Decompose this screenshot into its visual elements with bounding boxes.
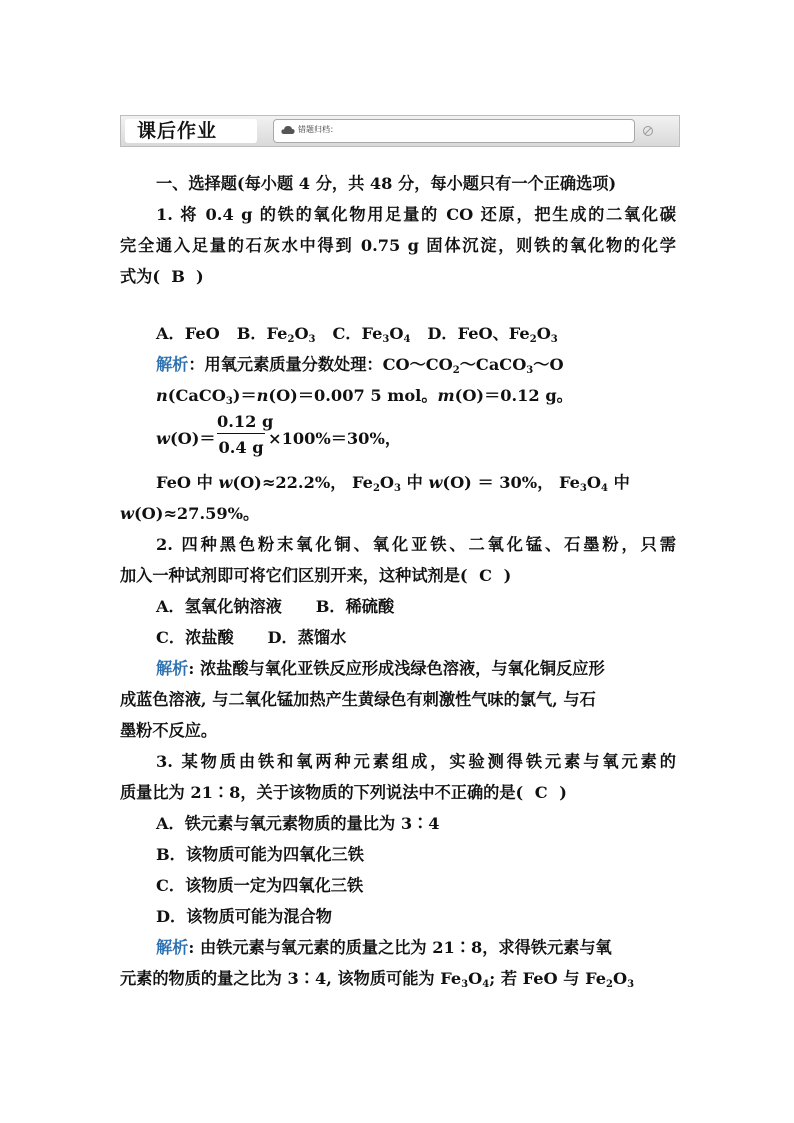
explanation-label: 解析	[156, 355, 189, 374]
explanation-label: 解析	[156, 938, 189, 957]
q2-option-b: B．稀硫酸	[315, 597, 395, 616]
q3-option-c: C．该物质一定为四氧化三铁	[156, 876, 364, 895]
q2-explanation-2: 成蓝色溶液, 与二氧化锰加热产生黄绿色有刺激性气味的氯气, 与石	[120, 690, 596, 709]
q3-option-d: D．该物质可能为混合物	[156, 907, 332, 926]
q3-line-2: 质量比为 21∶8，关于该物质的下列说法中不正确的是( C )	[120, 777, 676, 808]
fraction	[217, 411, 274, 460]
q1-options	[120, 318, 676, 349]
circle-icon[interactable]	[642, 125, 654, 137]
q1-option-a: A．FeO	[156, 324, 220, 343]
q2-option-c: C．浓盐酸	[156, 628, 234, 647]
error-archive-label: 错题归档：	[298, 125, 338, 134]
q2-option-a: A．氢氧化钠溶液	[156, 597, 282, 616]
content	[120, 168, 676, 994]
q2-line-2: 加入一种试剂即可将它们区别开来，这种试剂是( C )	[120, 560, 676, 591]
section-heading: 一、选择题(每小题 4 分，共 48 分，每小题只有一个正确选项)	[156, 174, 617, 193]
q1-answer: B	[171, 267, 185, 286]
q1-fraction-formula: w(O)＝ $\frac{0.12 g}{0.4 g}$ ×100%＝30%，	[120, 411, 676, 467]
q3-option-b: B．该物质可能为四氧化三铁	[156, 845, 364, 864]
q1-option-c: C．$Fe_3O_4$	[332, 324, 411, 345]
q2-explanation-3: 墨粉不反应。	[120, 721, 218, 740]
q1-explanation-1: 解析：用氧元素质量分数处理：$CO\sim CO_2\sim CaCO_3\sim O$	[156, 355, 564, 376]
q3-line-1: 3. 某物质由铁和氧两种元素组成，实验测得铁元素与氧元素的	[156, 752, 676, 771]
q1-line-3: 式为( B )	[120, 261, 676, 292]
q2-line-1: 2. 四种黑色粉末氧化铜、氧化亚铁、二氧化锰、石墨粉，只需	[156, 535, 676, 554]
q1-explanation-4: FeO 中 w(O)≈22.2%， $Fe_2O_3$ 中 w(O) ＝ 30%， $Fe_3O_4$ 中	[156, 473, 630, 494]
q3-answer: C	[534, 783, 548, 802]
banner-title: 课后作业	[125, 119, 257, 143]
q1-option-d: D．FeO、$Fe_2O_3$	[427, 324, 558, 345]
explanation-label: 解析	[156, 659, 189, 678]
q1-option-b: B．$Fe_2O_3$	[236, 324, 316, 345]
q1-line-2: 完全通入足量的石灰水中得到 0.75 g 固体沉淀，则铁的氧化物的化学	[120, 236, 676, 255]
q2-options-cd	[120, 622, 676, 653]
fraction-numerator: 0.12 g	[217, 411, 265, 434]
q2-options-ab	[120, 591, 676, 622]
q2-explanation-1: 解析: 浓盐酸与氧化亚铁反应形成浅绿色溶液，与氧化铜反应形	[156, 659, 605, 678]
error-archive-box[interactable]	[273, 119, 635, 143]
q1-explanation-5: w(O)≈27.59%。	[120, 504, 260, 523]
q1-line-1: 1. 将 0.4 g 的铁的氧化物用足量的 CO 还原，把生成的二氧化碳	[156, 205, 676, 224]
q1-explanation-2: n(CaCO$_3$)＝n(O)＝0.007 5 mol。m(O)＝0.12 g。	[156, 386, 573, 407]
q2-option-d: D．蒸馏水	[267, 628, 347, 647]
fraction-denominator: 0.4 g	[218, 438, 264, 457]
homework-banner	[120, 115, 680, 147]
cloud-icon	[281, 125, 295, 135]
q3-option-a: A．铁元素与氧元素物质的量比为 3∶4	[156, 814, 440, 833]
q2-answer: C	[479, 566, 493, 585]
q3-explanation-1: 解析: 由铁元素与氧元素的质量之比为 21∶8，求得铁元素与氧	[156, 938, 612, 957]
q3-explanation-2: 元素的物质的量之比为 3∶4, 该物质可能为 $Fe_3O_4$; 若 FeO 与 $Fe_2O_3$	[120, 969, 635, 990]
